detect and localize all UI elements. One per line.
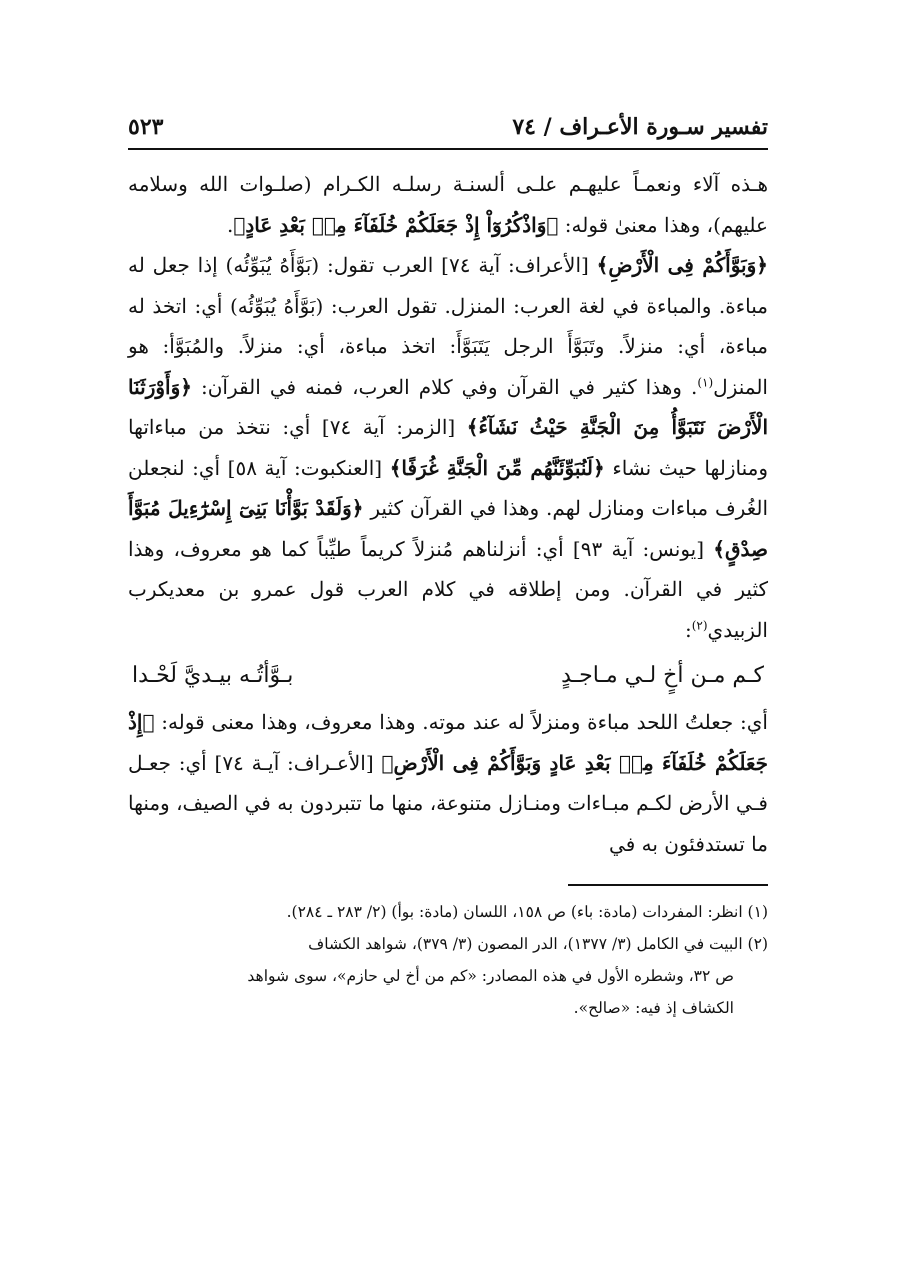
footnote-ref-2[interactable]: (٢) bbox=[691, 617, 708, 632]
verse-hemistich-1: كـم مـن أخٍ لـي مـاجـدٍ bbox=[561, 663, 764, 688]
text-run: أي: جعلتُ اللحد مباءة ومنزلاً له عند موته. وهذا معروف، وهذا معنى قوله: bbox=[154, 710, 768, 734]
footnote-1: (١) انظر: المفردات (مادة: باء) ص ١٥٨، اللسان (مادة: بوأ) (٢/ ٢٨٣ ـ ٢٨٤). bbox=[286, 903, 768, 921]
footnote-ref-1[interactable]: (١) bbox=[697, 374, 714, 389]
paragraph-1 bbox=[128, 164, 768, 245]
poetry-verse bbox=[128, 654, 768, 698]
body-text bbox=[128, 164, 768, 864]
text-run: . وهذا كثير في القرآن وفي كلام العرب، فمنه في القرآن: bbox=[191, 374, 698, 399]
footnote-2-line-2: ص ٣٢، وشطره الأول في هذه المصادر: «كم من أخ لي حازم»، سوى شواهد bbox=[247, 967, 734, 985]
footnote-2-line-3: الكشاف إذ فيه: «صالح». bbox=[573, 999, 734, 1017]
text-run: : bbox=[684, 617, 692, 642]
text-run: [الزمر: آية ٧٤] أي: نتخذ من مباءاتها ومنازلها حيث نشاء bbox=[128, 415, 769, 480]
quran-verse: ﴿وَاذْكُرُوٓاْ إِذْ جَعَلَكُمْ خُلَفَآءَ مِنۢ بَعْدِ عَادٍ﴾ bbox=[233, 212, 559, 237]
quran-verse: ﴿لَنُبَوِّئَنَّهُم مِّنَ الْجَنَّةِ غُرَفًا﴾ bbox=[389, 455, 605, 480]
text-run: هـذه آلاء ونعمـاً عليهـم علـى ألسنـة رسلـه الكـرام (صلـوات الله وسلامه عليهم)، وهذا معنىٰ قوله: bbox=[128, 172, 768, 237]
quran-verse: ﴿وَبَوَّأَكُمْ فِى الْأَرْضِ﴾ bbox=[596, 253, 768, 277]
running-title: تفسير سـورة الأعـراف / ٧٤ bbox=[512, 114, 768, 140]
text-run: [يونس: آية ٩٣] أي: أنزلناهم مُنزلاً كريماً طيِّباً كما هو معروف، وهذا كثير في القرآن. ومن إطلاقه في كلام العرب قول عمرو بن معديكرب الزبيدي bbox=[128, 536, 768, 642]
text-run: [الأعـراف: آيـة ٧٤] أي: جعـل فـي الأرض لكـم مبـاءات ومنـازل متنوعة، منها ما تتبردون به في الصيف، ومنها ما تستدفئون به في bbox=[128, 750, 768, 856]
text-run: [العنكبوت: آية ٥٨] أي: لنجعلن الغُرف مباءات ومنازل لهم. وهذا في القرآن كثير bbox=[128, 455, 769, 520]
paragraph-3 bbox=[128, 702, 768, 864]
page-header bbox=[128, 108, 768, 150]
text-run: [الأعراف: آية ٧٤] العرب تقول: (بَوَّأَهُ يُبَوِّئُه) إذا جعل له مباءة. والمباءة في لغة العرب: المنزل. تقول العرب: (بَوَّأَهُ يُبَوِّئُه) أي: اتخذ له مباءة، أي: منزلاً. وتَبَوَّأَ الرجل يَتَبَوَّأَ: اتخذ مباءة، أي: منزلاً. والمُبَوَّأ: هو المنزل bbox=[128, 253, 768, 399]
footnotes bbox=[128, 896, 768, 1024]
footnote-divider bbox=[568, 884, 768, 886]
book-page bbox=[128, 108, 768, 1024]
paragraph-2 bbox=[128, 245, 768, 650]
footnote-2-line-1: (٢) البيت في الكامل (٣/ ١٣٧٧)، الدر المصون (٣/ ٣٧٩)، شواهد الكشاف bbox=[308, 935, 768, 953]
quran-verse: ﴿وَأَوْرَثَنَا الْأَرْضَ نَتَبَوَّأُ مِنَ الْجَنَّةِ حَيْثُ نَشَآءُ﴾ bbox=[128, 374, 768, 439]
quran-verse: ﴿إِذْ جَعَلَكُمْ خُلَفَآءَ مِنۢ بَعْدِ عَادٍ وَبَوَّأَكُمْ فِى الْأَرْضِ﴾ bbox=[128, 710, 768, 775]
page-number: ٥٢٣ bbox=[128, 114, 164, 140]
verse-hemistich-2: بـوَّأتُـه بيـديَّ لَحْـدا bbox=[132, 663, 294, 688]
text-run: . bbox=[226, 212, 234, 237]
quran-verse: ﴿وَلَقَدْ بَوَّأْنَا بَنِىٓ إِسْرَٰٓءِيلَ مُبَوَّأَ صِدْقٍ﴾ bbox=[128, 496, 768, 561]
